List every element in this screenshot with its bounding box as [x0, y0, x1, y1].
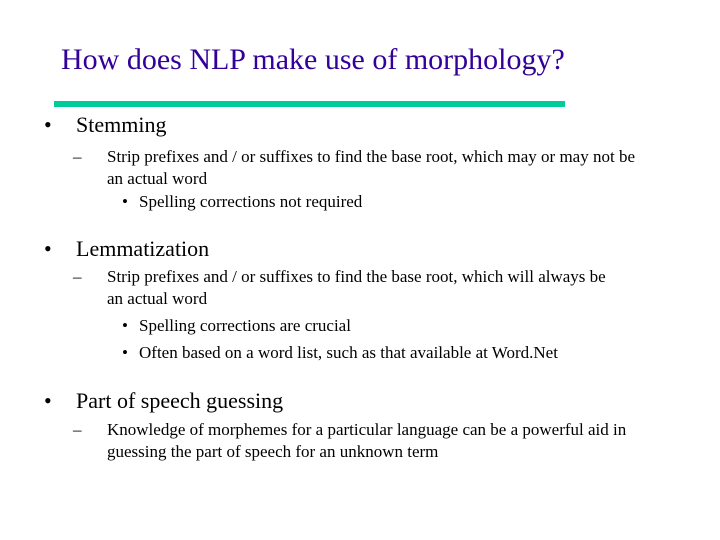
bullet-pos-guessing [44, 388, 283, 414]
detail-lemmatization-wordlist [122, 342, 558, 364]
bullet-dot-icon: • [122, 343, 128, 362]
detail-text: Often based on a word list, such as that available at Word.Net [139, 343, 558, 362]
dash-icon: – [73, 420, 82, 439]
title-underline-rule [54, 101, 565, 107]
subbullet-pos-guessing-definition [73, 419, 633, 463]
bullet-stemming [44, 112, 166, 138]
bullet-dot-icon: • [44, 112, 52, 137]
subbullet-lemmatization-definition [73, 266, 621, 310]
bullet-dot-icon: • [44, 388, 52, 413]
bullet-label: Lemmatization [76, 236, 210, 261]
bullet-dot-icon: • [122, 316, 128, 335]
dash-icon: – [73, 147, 82, 166]
detail-stemming-spelling [122, 191, 362, 213]
dash-icon: – [73, 267, 82, 286]
bullet-dot-icon: • [122, 192, 128, 211]
bullet-dot-icon: • [44, 236, 52, 261]
bullet-label: Part of speech guessing [76, 388, 284, 413]
detail-text: Spelling corrections not required [139, 192, 363, 211]
subbullet-stemming-definition [73, 146, 643, 190]
bullet-lemmatization [44, 236, 209, 262]
detail-lemmatization-spelling [122, 315, 351, 337]
subbullet-text: Strip prefixes and / or suffixes to find the base root, which may or may not be an actual word [107, 147, 635, 188]
detail-text: Spelling corrections are crucial [139, 316, 351, 335]
bullet-label: Stemming [76, 112, 167, 137]
slide-title: How does NLP make use of morphology? [61, 43, 565, 76]
subbullet-text: Knowledge of morphemes for a particular language can be a powerful aid in guessing the part of speech for an unknown term [107, 420, 627, 461]
subbullet-text: Strip prefixes and / or suffixes to find the base root, which will always be an actual word [107, 267, 606, 308]
